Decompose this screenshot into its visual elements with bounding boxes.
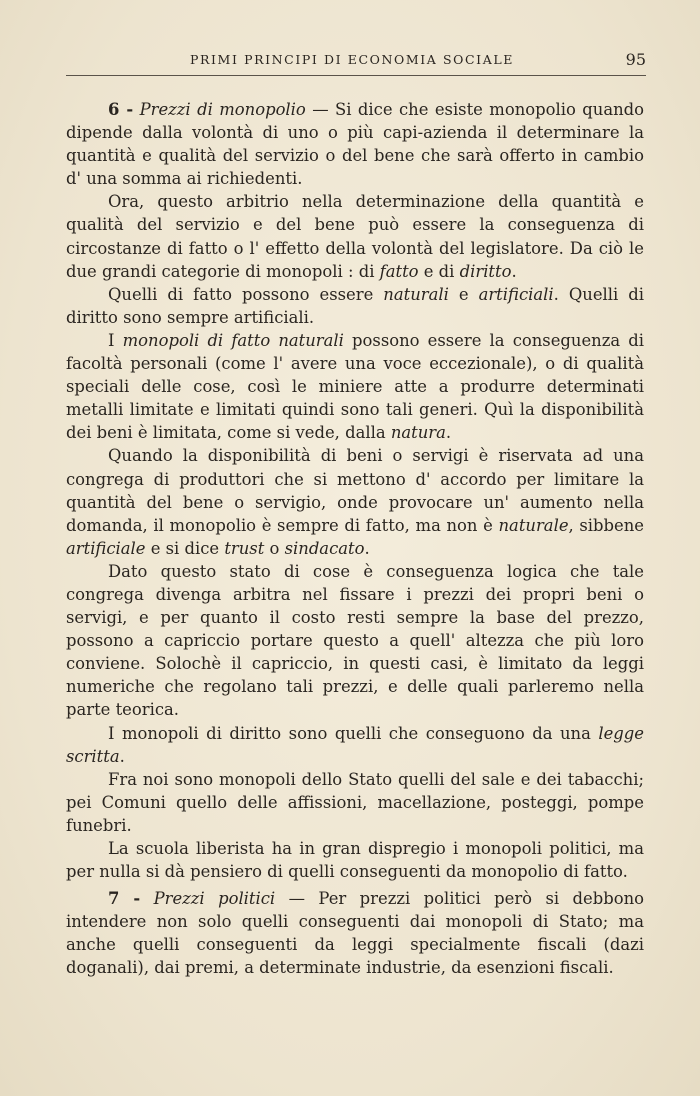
paragraph: Ora, questo arbitrio nella determinazione della quantità e qualità del servizio e del bene può essere la conseguenza di circostanze di fatto o l' effetto della volontà del legislatore. Da ciò le due grandi categorie di monopoli : di fatto e di diritto. <box>66 192 644 281</box>
section-6-paragraph <box>66 98 644 190</box>
running-title: PRIMI PRINCIPI DI ECONOMIA SOCIALE <box>190 52 514 67</box>
paragraph: Dato questo stato di cose è conseguenza logica che tale congrega divenga arbitra nel fissare i prezzi dei propri beni o servigi, e per quanto il costo resti sempre la base del prezzo, possono a capriccio portare questo a quell' altezza che più loro conviene. Solochè il capriccio, in questi casi, è limitato da leggi numeriche che regolano tali prezzi, e delle quali parleremo nella parte teorica. <box>66 561 644 720</box>
page-number: 95 <box>625 50 646 69</box>
paragraph: I monopoli di diritto sono quelli che conseguono da una legge scritta. <box>66 723 644 766</box>
section-6-number: 6 - <box>108 100 134 119</box>
section-7-number: 7 - <box>108 889 141 909</box>
running-header <box>66 50 646 72</box>
paragraph: Quando la disponibilità di beni o servigi è riservata ad una congrega di produttori che si mettono d' accordo per limitare la quantità del bene o servigio, onde provocare un' aumento nella domanda, il monopolio è sempre di fatto, ma non è naturale, sibbene artificiale e si dice trust o sindacato. <box>66 446 644 558</box>
body-text <box>66 94 644 980</box>
section-6-heading: Prezzi di monopolio <box>139 100 306 119</box>
header-rule <box>66 75 646 76</box>
paragraph: La scuola liberista ha in gran dispregio i monopoli politici, ma per nulla si dà pensiero di quelli conseguenti da monopolio di fatto. <box>66 839 644 882</box>
section-7-text: — Per prezzi politici però si debbono intendere non solo quelli conseguenti dai monopoli di Stato; ma anche quelli conseguenti da leggi specialmente fiscali (dazi doganali), dai premi, a determinate industrie, da esenzioni fiscali. <box>66 889 645 978</box>
section-7-paragraph <box>66 887 644 979</box>
paragraph: Quelli di fatto possono essere naturali e artificiali. Quelli di diritto sono sempre artificiali. <box>66 284 644 327</box>
section-7-heading: Prezzi politici <box>153 889 276 909</box>
section-6-text: — Si dice che esiste monopolio quando dipende dalla volontà di uno o più capi-azienda il determinare la quantità e qualità del servizio o del bene che sarà offerto in cambio d' una somma ai richiedenti. <box>66 100 645 189</box>
paragraph: Fra noi sono monopoli dello Stato quelli del sale e dei tabacchi; pei Comuni quello delle affissioni, macellazione, posteggi, pompe funebri. <box>66 769 644 835</box>
paragraph: I monopoli di fatto naturali possono essere la conseguenza di facoltà personali (come l' avere una voce eccezionale), o di qualità speciali delle cose, così le miniere atte a produrre determinati metalli limitate e limitati quindi sono tali generi. Quì la disponibilità dei beni è limitata, come si vede, dalla natura. <box>66 330 645 443</box>
